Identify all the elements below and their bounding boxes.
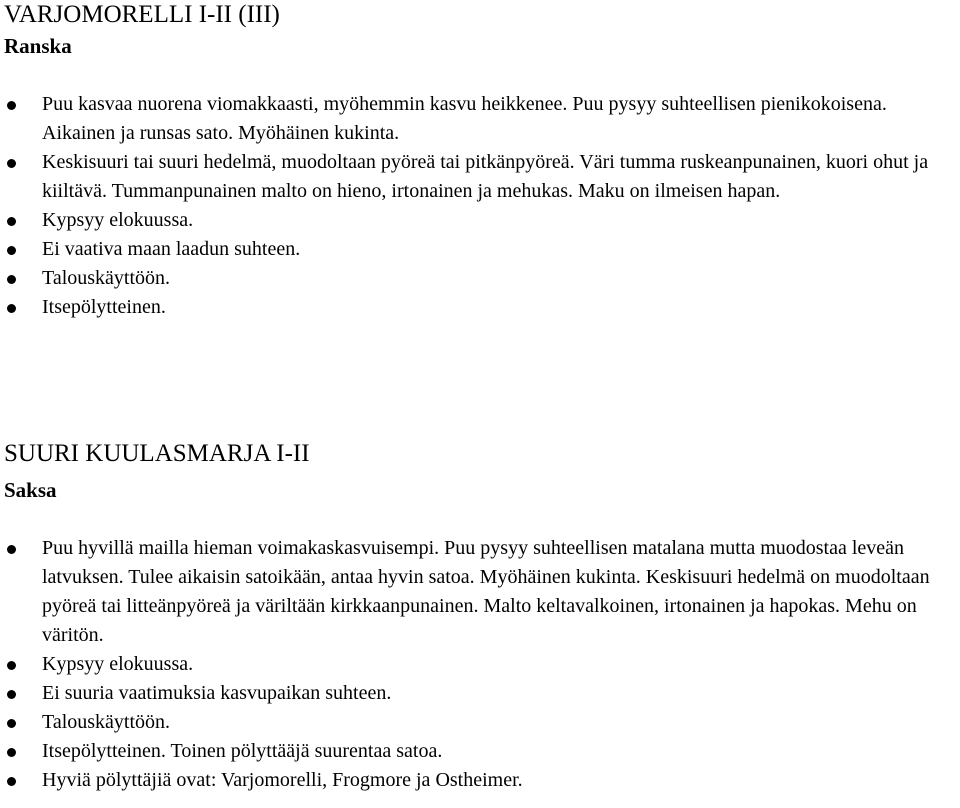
section-title: VARJOMORELLI I-II (III): [4, 1, 280, 28]
list-item-text: Itsepölytteinen. Toinen pölyttääjä suurentaa satoa.: [42, 740, 443, 762]
list-item-text: Puu hyvillä mailla hieman voimakaskasvuisempi. Puu pysyy suhteellisen matalana mutta muodostaa leveän latvuksen. Tulee aikaisin satoikään, antaa hyvin satoa. Myöhäinen kukinta. Keskisuuri hedelmä on muodoltaan pyöreä tai litteänpyöreä ja väriltään kirkkaanpunainen. Malto keltavalkoinen, irtonainen ja hapokas. Mehu on väritön.: [42, 537, 930, 646]
section-title: SUURI KUULASMARJA I-II: [4, 440, 310, 467]
section-origin: Ranska: [4, 34, 72, 58]
list-item: [0, 650, 960, 679]
bullet-icon: [7, 304, 16, 313]
bullet-icon: [7, 159, 16, 168]
list-item-text: Kypsyy elokuussa.: [42, 653, 194, 675]
bullet-icon: [7, 748, 16, 757]
list-item-text: Talouskäyttöön.: [42, 711, 171, 733]
list-item-text: Puu kasvaa nuorena viomakkaasti, myöhemmin kasvu heikkenee. Puu pysyy suhteellisen pienikokoisena. Aikainen ja runsas sato. Myöhäinen kukinta.: [42, 93, 887, 144]
list-item: [0, 235, 960, 264]
list-item: [0, 206, 960, 235]
list-item-text: Hyviä pölyttäjiä ovat: Varjomorelli, Frogmore ja Ostheimer.: [42, 769, 523, 791]
list-item-text: Itsepölytteinen.: [42, 296, 166, 318]
bullet-icon: [7, 217, 16, 226]
bullet-icon: [7, 545, 16, 554]
section-origin: Saksa: [4, 478, 57, 502]
list-item: [0, 293, 960, 322]
list-item-text: Ei vaativa maan laadun suhteen.: [42, 238, 301, 260]
bullet-icon: [7, 661, 16, 670]
list-item: [0, 708, 960, 737]
bullet-icon: [7, 246, 16, 255]
bullet-icon: [7, 777, 16, 786]
list-item-text: Ei suuria vaatimuksia kasvupaikan suhteen.: [42, 682, 392, 704]
list-item: [0, 737, 960, 766]
list-item: [0, 148, 960, 206]
list-item-text: Talouskäyttöön.: [42, 267, 171, 289]
list-item: [0, 766, 960, 795]
list-item: [0, 679, 960, 708]
bullet-list: [0, 90, 960, 322]
bullet-icon: [7, 101, 16, 110]
list-item: [0, 90, 960, 148]
list-item-text: Keskisuuri tai suuri hedelmä, muodoltaan pyöreä tai pitkänpyöreä. Väri tumma ruskeanpunainen, kuori ohut ja kiiltävä. Tummanpunainen malto on hieno, irtonainen ja mehukas. Maku on ilmeisen hapan.: [42, 151, 929, 202]
bullet-icon: [7, 690, 16, 699]
bullet-list: [0, 534, 960, 795]
list-item-text: Kypsyy elokuussa.: [42, 209, 194, 231]
list-item: [0, 264, 960, 293]
bullet-icon: [7, 719, 16, 728]
list-item: [0, 534, 960, 650]
bullet-icon: [7, 275, 16, 284]
